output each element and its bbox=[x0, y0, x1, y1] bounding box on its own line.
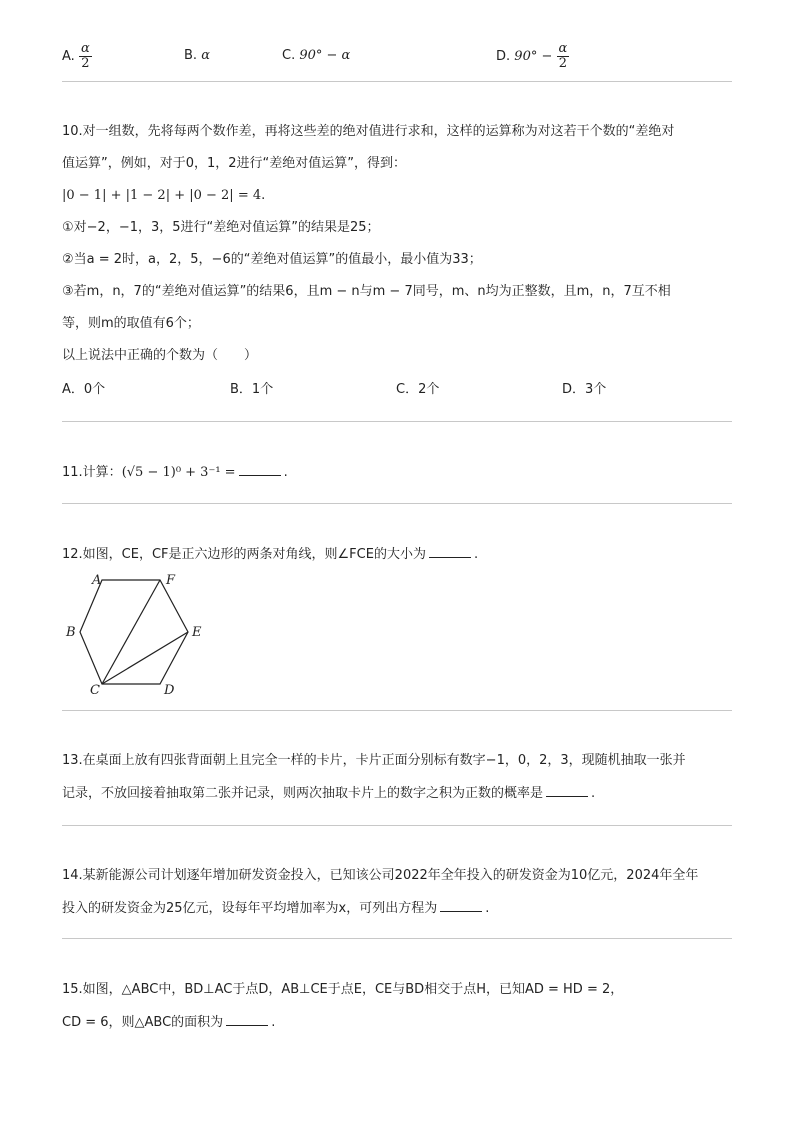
q15-line-1: 15.如图，△ABC中，BD⊥AC于点D，AB⊥CE于点E，CE与BD相交于点H，已知AD = HD = 2， bbox=[62, 982, 624, 997]
vertex-label-e: E bbox=[192, 625, 202, 640]
option-value: 90° − bbox=[514, 49, 553, 64]
q10-line-6: ③若m，n，7的“差绝对值运算”的结果6，且m − n与m − 7同号，m、n均为正整数，且m，n，7互不相 bbox=[62, 284, 671, 299]
divider bbox=[62, 938, 732, 939]
q15-text: CD = 6，则△ABC的面积为 bbox=[62, 1015, 224, 1030]
hexagon-figure bbox=[62, 572, 212, 696]
q10-option-b: B．1个 bbox=[230, 382, 274, 397]
divider bbox=[62, 81, 732, 82]
option-value: 90° − α bbox=[299, 48, 351, 63]
answer-blank bbox=[546, 783, 588, 797]
diagonal-cf bbox=[102, 580, 160, 684]
q14-line-1: 14.某新能源公司计划逐年增加研发资金投入，已知该公司2022年全年投入的研发资金为10亿元，2024年全年 bbox=[62, 868, 699, 883]
fraction-alpha-over-2: $\frac{\alpha}{2}$ bbox=[558, 41, 568, 71]
option-label: D. bbox=[496, 49, 511, 64]
q15-line-2 bbox=[62, 1012, 275, 1033]
q14-text: 投入的研发资金为25亿元，设每年平均增加率为x，可列出方程为 bbox=[62, 901, 438, 916]
divider bbox=[62, 710, 732, 711]
q12-suffix: . bbox=[473, 547, 479, 562]
answer-blank bbox=[429, 544, 471, 558]
divider bbox=[62, 503, 732, 504]
divider bbox=[62, 825, 732, 826]
option-label: A. bbox=[62, 49, 75, 64]
q11-suffix: . bbox=[283, 465, 288, 480]
vertex-label-c: C bbox=[90, 683, 100, 696]
q13-line-1: 13.在桌面上放有四张背面朝上且完全一样的卡片，卡片正面分别标有数字−1，0，2，3，现随机抽取一张并 bbox=[62, 753, 686, 768]
q10-option-c: C．2个 bbox=[396, 382, 440, 397]
q9-option-c bbox=[282, 46, 350, 66]
vertex-label-b: B bbox=[66, 625, 76, 640]
q14-line-2 bbox=[62, 898, 489, 919]
q9-option-b bbox=[184, 46, 210, 66]
diagonal-ce bbox=[102, 632, 188, 684]
option-label: C. bbox=[282, 48, 296, 63]
q15-suffix: . bbox=[271, 1015, 276, 1030]
q9-option-a bbox=[62, 42, 92, 71]
q11-line bbox=[62, 462, 288, 483]
fraction-alpha-over-2: $\frac{\alpha}{2}$ bbox=[80, 41, 90, 71]
q13-suffix: . bbox=[591, 786, 596, 801]
answer-blank bbox=[226, 1012, 268, 1026]
q11-expression: (√5 − 1)⁰ + 3⁻¹ = bbox=[121, 465, 236, 480]
option-label: B. bbox=[184, 48, 198, 63]
q11-prefix: 11.计算： bbox=[62, 465, 122, 480]
q10-line-1: 10.对一组数，先将每两个数作差，再将这些差的绝对值进行求和，这样的运算称为对这若干个数的“差绝对 bbox=[62, 124, 675, 139]
hexagon-outline bbox=[80, 580, 188, 684]
q10-line-3: |0 − 1| + |1 − 2| + |0 − 2| = 4. bbox=[62, 188, 266, 203]
vertex-label-d: D bbox=[164, 683, 175, 696]
q13-line-2 bbox=[62, 783, 595, 804]
q10-line-7: 等，则m的取值有6个； bbox=[62, 316, 200, 331]
q10-line-2: 值运算”，例如，对于0，1，2进行“差绝对值运算”，得到： bbox=[62, 156, 407, 171]
q12-text: 12.如图，CE，CF是正六边形的两条对角线，则∠FCE的大小为 bbox=[62, 547, 426, 562]
q10-line-5: ②当a = 2时，a，2，5，−6的“差绝对值运算”的值最小，最小值为33； bbox=[62, 252, 482, 267]
q12-line bbox=[62, 544, 478, 565]
answer-blank bbox=[440, 898, 482, 912]
option-value: α bbox=[201, 48, 210, 63]
q14-suffix: . bbox=[485, 901, 490, 916]
vertex-label-a: A bbox=[92, 573, 102, 588]
q10-option-a: A．0个 bbox=[62, 382, 106, 397]
divider bbox=[62, 421, 732, 422]
vertex-label-f: F bbox=[166, 573, 176, 588]
q10-line-8: 以上说法中正确的个数为（ ） bbox=[62, 348, 258, 363]
q10-line-4: ①对−2，−1，3，5进行“差绝对值运算”的结果是25； bbox=[62, 220, 380, 235]
q13-text: 记录，不放回接着抽取第二张并记录，则两次抽取卡片上的数字之积为正数的概率是 bbox=[62, 786, 544, 801]
q9-option-d bbox=[496, 42, 569, 71]
answer-blank bbox=[239, 462, 281, 476]
q10-option-d: D．3个 bbox=[562, 382, 607, 397]
